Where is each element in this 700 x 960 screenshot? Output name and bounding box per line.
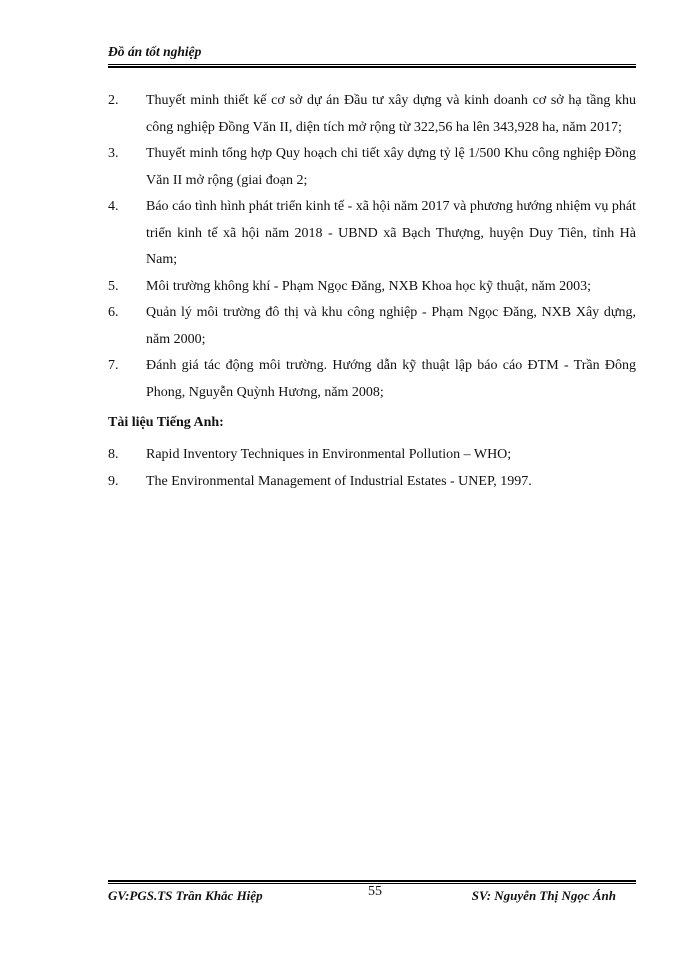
reference-number: 4. xyxy=(108,199,119,214)
reference-text: Đánh giá tác động môi trường. Hướng dẫn kỹ thuật lập báo cáo ĐTM - Trần Đông Phong, Nguyễn Quỳnh Hương, năm 2008; xyxy=(146,358,636,400)
reference-text: Môi trường không khí - Phạm Ngọc Đăng, NXB Khoa học kỹ thuật, năm 2003; xyxy=(146,278,592,294)
reference-item xyxy=(108,274,636,301)
reference-text: Rapid Inventory Techniques in Environmental Pollution – WHO; xyxy=(146,447,512,462)
footer-student: SV: Nguyễn Thị Ngọc Ánh xyxy=(471,888,616,903)
reference-number: 7. xyxy=(108,358,119,373)
reference-number: 9. xyxy=(108,473,119,489)
footer-supervisor: GV:PGS.TS Trần Khắc Hiệp xyxy=(108,888,263,903)
reference-number: 5. xyxy=(108,278,119,294)
header-rule xyxy=(108,64,636,68)
reference-item xyxy=(108,353,636,406)
reference-item xyxy=(108,469,636,496)
reference-list xyxy=(108,88,636,495)
reference-number: 6. xyxy=(108,305,119,320)
reference-item xyxy=(108,442,636,469)
reference-text: Báo cáo tình hình phát triển kinh tế - xã hội năm 2017 và phương hướng nhiệm vụ phát triển kinh tế xã hội năm 2018 - UBND xã Bạch Thượng, huyện Duy Tiên, tỉnh Hà Nam; xyxy=(146,199,636,267)
reference-text: Thuyết minh tổng hợp Quy hoạch chi tiết xây dựng tỷ lệ 1/500 Khu công nghiệp Đồng Văn II mở rộng (giai đoạn 2; xyxy=(146,146,636,188)
header-title: Đồ án tốt nghiệp xyxy=(108,44,202,59)
page-number: 55 xyxy=(368,884,382,899)
reference-item xyxy=(108,300,636,353)
footer xyxy=(108,886,636,906)
reference-item xyxy=(108,194,636,274)
reference-number: 3. xyxy=(108,146,119,161)
reference-item xyxy=(108,141,636,194)
reference-text: The Environmental Management of Industrial Estates - UNEP, 1997. xyxy=(146,473,532,489)
reference-item xyxy=(108,88,636,141)
reference-text: Thuyết minh thiết kế cơ sở dự án Đầu tư xây dựng và kinh doanh cơ sở hạ tầng khu công nghiệp Đồng Văn II, diện tích mở rộng từ 322,56 ha lên 343,928 ha, năm 2017; xyxy=(146,93,636,135)
reference-text: Quản lý môi trường đô thị và khu công nghiệp - Phạm Ngọc Đăng, NXB Xây dựng, năm 2000; xyxy=(146,305,636,347)
reference-number: 8. xyxy=(108,447,119,462)
reference-number: 2. xyxy=(108,93,119,108)
section-title-english-references: Tài liệu Tiếng Anh: xyxy=(108,415,224,430)
